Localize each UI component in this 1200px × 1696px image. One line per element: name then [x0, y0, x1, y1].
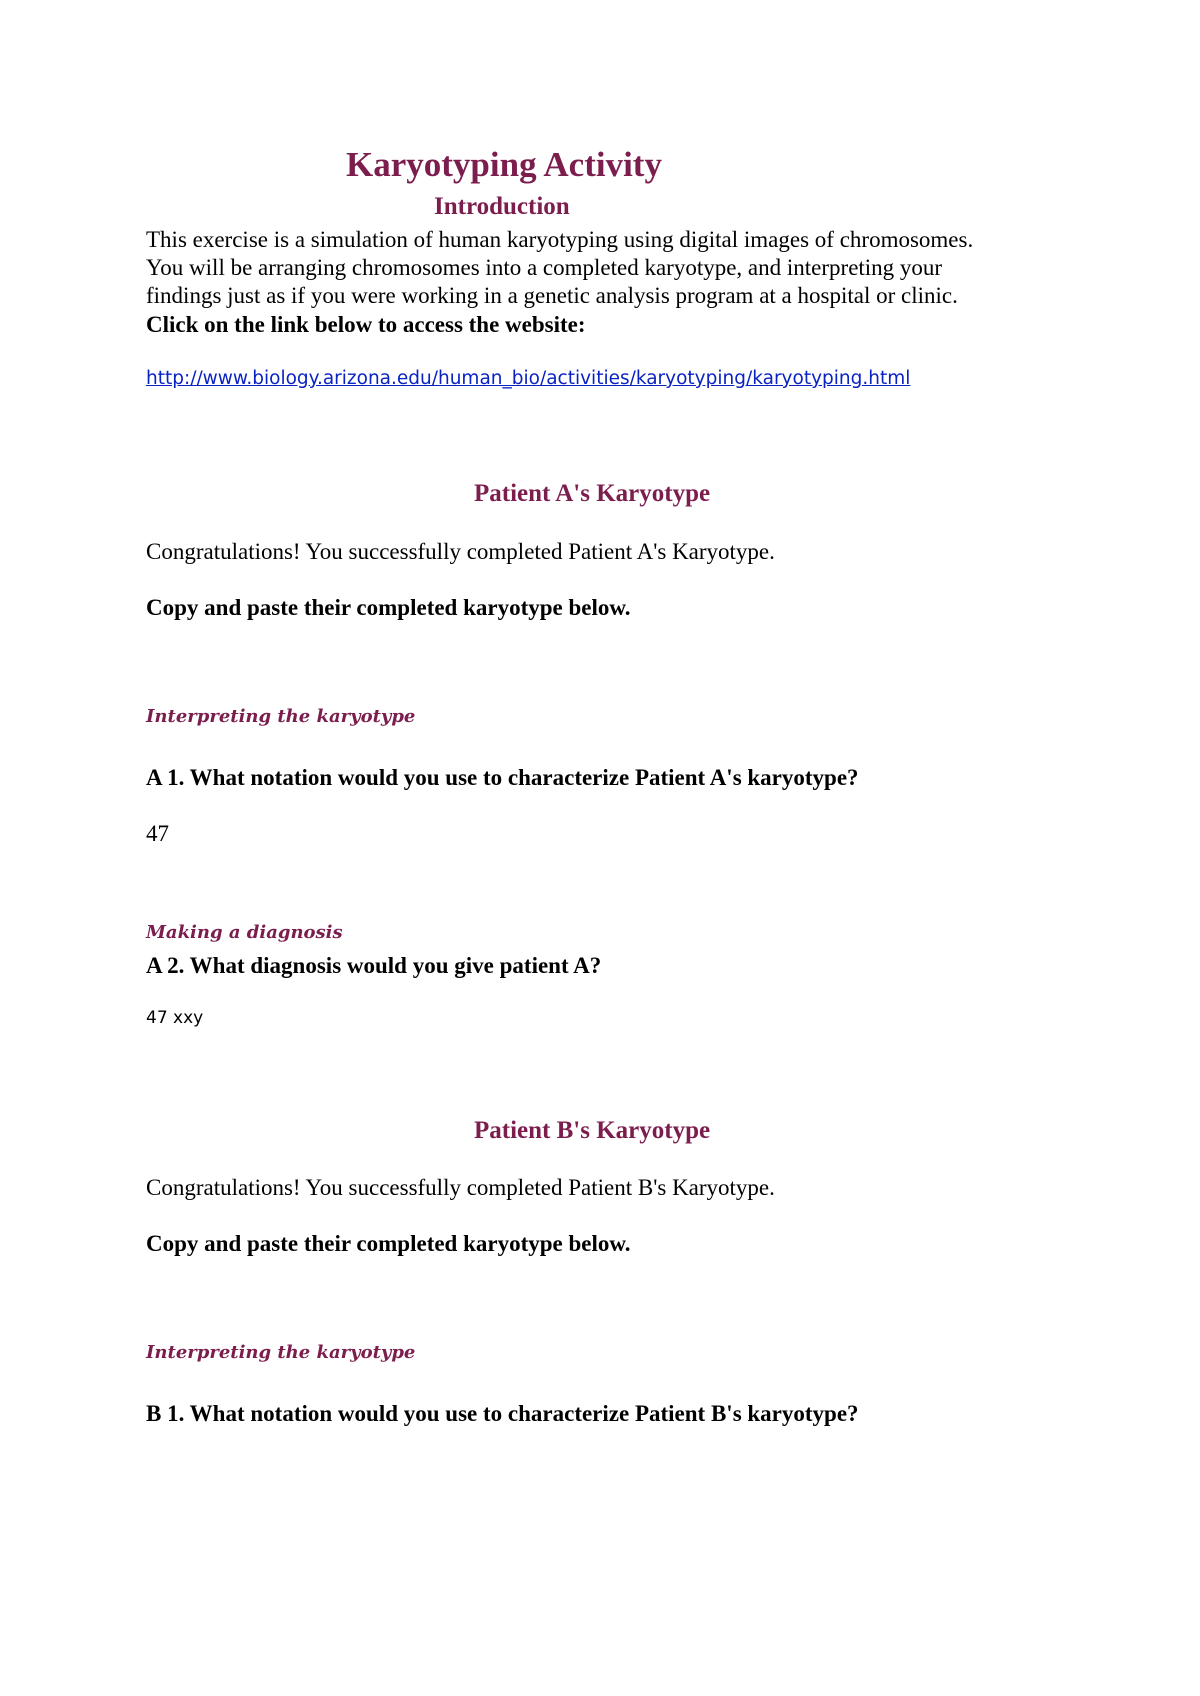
document-title: Karyotyping Activity	[346, 145, 662, 184]
patient-a-heading: Patient A's Karyotype	[474, 480, 711, 507]
patient-a-congrats: Congratulations! You successfully completed Patient A's Karyotype.	[146, 539, 775, 564]
patient-b-heading: Patient B's Karyotype	[474, 1117, 711, 1144]
link-instruction: Click on the link below to access the website:	[146, 312, 586, 337]
patient-a-question-2: A 2. What diagnosis would you give patient A?	[146, 953, 602, 978]
patient-b-interpreting-heading: Interpreting the karyotype	[146, 1342, 416, 1363]
intro-line-3: findings just as if you were working in a genetic analysis program at a hospital or clinic.	[146, 283, 958, 308]
intro-line-2: You will be arranging chromosomes into a completed karyotype, and interpreting your	[146, 255, 943, 280]
patient-b-question-1: B 1. What notation would you use to characterize Patient B's karyotype?	[146, 1401, 859, 1426]
activity-website-link[interactable]: http://www.biology.arizona.edu/human_bio/activities/karyotyping/karyotyping.html	[146, 368, 911, 389]
patient-a-question-1: A 1. What notation would you use to characterize Patient A's karyotype?	[146, 765, 859, 790]
intro-line-1: This exercise is a simulation of human karyotyping using digital images of chromosomes.	[146, 227, 974, 252]
patient-a-answer-2: 47 xxy	[146, 1008, 204, 1028]
patient-a-interpreting-heading: Interpreting the karyotype	[146, 706, 416, 727]
patient-a-copy-instruction: Copy and paste their completed karyotype below.	[146, 595, 631, 620]
patient-a-diagnosis-heading: Making a diagnosis	[146, 922, 343, 943]
intro-heading: Introduction	[434, 193, 570, 220]
patient-b-copy-instruction: Copy and paste their completed karyotype below.	[146, 1231, 631, 1256]
patient-b-congrats: Congratulations! You successfully completed Patient B's Karyotype.	[146, 1175, 775, 1200]
patient-a-answer-1: 47	[146, 821, 169, 846]
